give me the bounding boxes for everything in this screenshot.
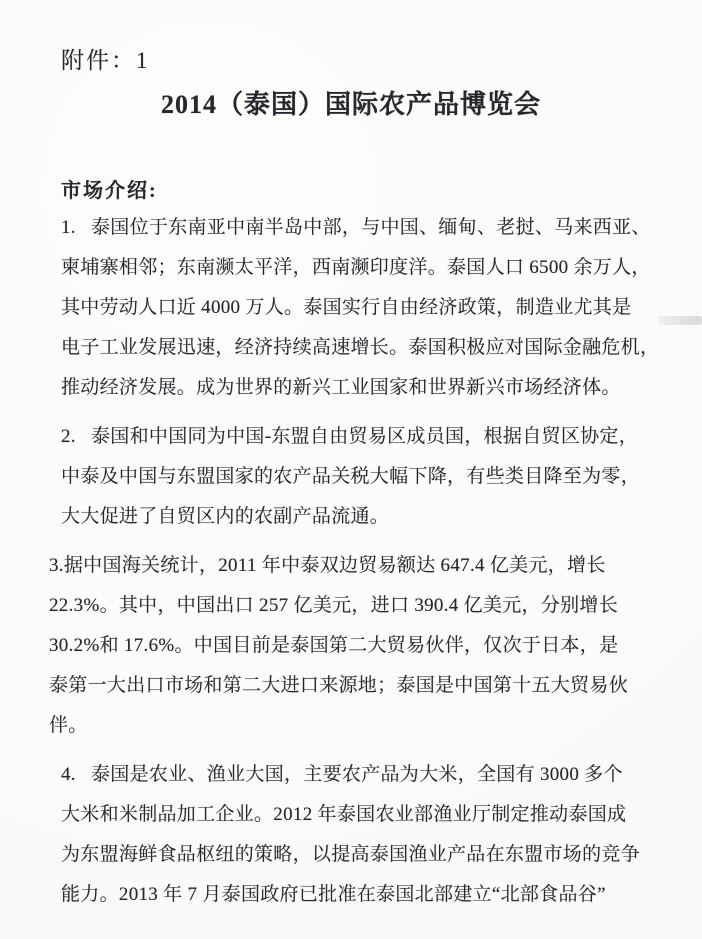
page-title: 2014（泰国）国际农产品博览会 <box>160 90 541 119</box>
body-line: 1. 泰国位于东南亚中南半岛中部，与中国、缅甸、老挝、马来西亚、 <box>61 217 651 238</box>
body-line: 能力。2013 年 7 月泰国政府已批准在泰国北部建立“北部食品谷” <box>61 884 606 905</box>
attachment-label: 附件：1 <box>61 48 150 73</box>
body-line: 伴。 <box>49 715 88 736</box>
body-line: 为东盟海鲜食品枢纽的策略，以提高泰国渔业产品在东盟市场的竞争 <box>61 844 641 865</box>
paragraph-1 <box>61 208 661 408</box>
paragraph-3 <box>49 546 661 746</box>
body-line: 中泰及中国与东盟国家的农产品关税大幅下降，有些类目降至为零， <box>61 466 641 487</box>
paragraph-4 <box>61 755 661 915</box>
body-line: 泰第一大出口市场和第二大进口来源地；泰国是中国第十五大贸易伙 <box>49 675 629 696</box>
body-line: 大米和米制品加工企业。2012 年泰国农业部渔业厅制定推动泰国成 <box>61 804 627 825</box>
body-line: 电子工业发展迅速，经济持续高速增长。泰国积极应对国际金融危机， <box>61 337 660 358</box>
document-body <box>49 208 661 924</box>
body-line: 柬埔寨相邻；东南濒太平洋，西南濒印度洋。泰国人口 6500 余万人， <box>61 257 651 278</box>
body-line: 22.3%。其中，中国出口 257 亿美元，进口 390.4 亿美元，分别增长 <box>49 595 619 616</box>
body-line: 4. 泰国是农业、渔业大国，主要农产品为大米，全国有 3000 多个 <box>61 764 623 785</box>
body-line: 其中劳动人口近 4000 万人。泰国实行自由经济政策，制造业尤其是 <box>61 297 632 318</box>
section-heading-market-intro: 市场介绍: <box>61 180 158 202</box>
paragraph-2 <box>61 417 661 537</box>
body-line: 3.据中国海关统计，2011 年中泰双边贸易额达 647.4 亿美元，增长 <box>49 555 606 576</box>
body-line: 推动经济发展。成为世界的新兴工业国家和世界新兴市场经济体。 <box>61 377 621 398</box>
body-line: 大大促进了自贸区内的农副产品流通。 <box>61 506 390 527</box>
body-line: 2. 泰国和中国同为中国-东盟自由贸易区成员国，根据自贸区协定， <box>61 426 639 447</box>
body-line: 30.2%和 17.6%。中国目前是泰国第二大贸易伙伴，仅次于日本，是 <box>49 635 619 656</box>
scan-smudge-artifact <box>658 316 702 325</box>
